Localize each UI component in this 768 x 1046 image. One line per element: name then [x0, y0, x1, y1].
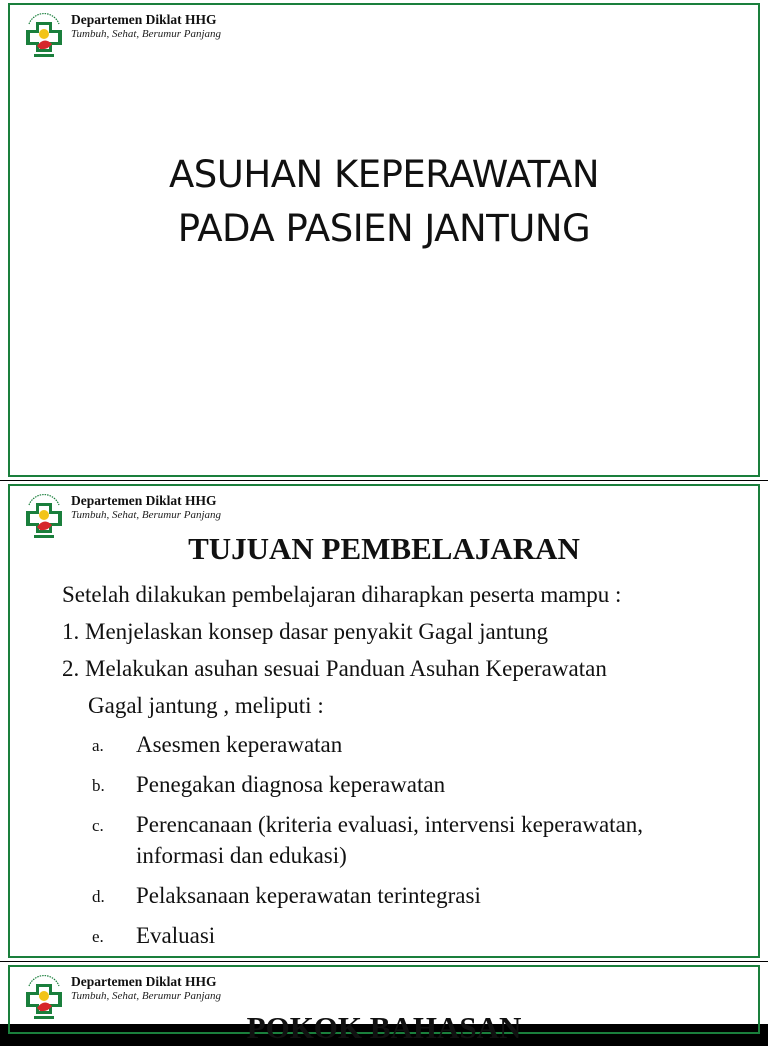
- slide-objectives: [0, 481, 768, 961]
- list-letter: a.: [92, 736, 104, 755]
- slide-heading: POKOK BAHASAN: [246, 1010, 522, 1045]
- slide-title: [0, 0, 768, 480]
- list-letter: d.: [92, 887, 105, 906]
- department-name: Departemen Diklat HHG: [71, 974, 217, 989]
- list-letter: e.: [92, 927, 104, 946]
- list-item-text: Asesmen keperawatan: [136, 732, 343, 757]
- list-item-text: Pelaksanaan keperawatan terintegrasi: [136, 883, 481, 908]
- list-item: [62, 809, 742, 871]
- list-item-text: Perencanaan (kriteria evaluasi, intervensi keperawatan,: [136, 812, 644, 837]
- list-item-text: Penegakan diagnosa keperawatan: [136, 772, 446, 797]
- department-name: Departemen Diklat HHG: [71, 493, 217, 508]
- presentation-title: [0, 148, 768, 256]
- list-item: [62, 729, 742, 760]
- objectives-content: [62, 581, 742, 960]
- list-letter: c.: [92, 816, 104, 835]
- intro-text: Setelah dilakukan pembelajaran diharapkan peserta mampu :: [62, 582, 622, 607]
- objective-item-2-continuation: Gagal jantung , meliputi :: [88, 693, 324, 718]
- list-letter: b.: [92, 776, 105, 795]
- list-item: [62, 769, 742, 800]
- title-line-2: PADA PASIEN JANTUNG: [177, 207, 591, 250]
- department-name: Departemen Diklat HHG: [71, 12, 217, 27]
- list-item-text-continued: informasi dan edukasi): [136, 843, 347, 868]
- tagline: Tumbuh, Sehat, Berumur Panjang: [71, 509, 222, 521]
- slide-heading: TUJUAN PEMBELAJARAN: [188, 531, 580, 566]
- tagline: Tumbuh, Sehat, Berumur Panjang: [71, 990, 222, 1002]
- list-item: [62, 920, 742, 951]
- slide-topics: [0, 962, 768, 1045]
- list-item-text: Evaluasi: [136, 923, 216, 948]
- list-item: [62, 880, 742, 911]
- tagline: Tumbuh, Sehat, Berumur Panjang: [71, 28, 222, 40]
- objective-item-1: 1. Menjelaskan konsep dasar penyakit Gagal jantung: [62, 619, 549, 644]
- title-line-1: ASUHAN KEPERAWATAN: [169, 153, 599, 196]
- hermina-logo-icon: [22, 10, 66, 60]
- objective-item-2: 2. Melakukan asuhan sesuai Panduan Asuhan Keperawatan: [62, 656, 607, 681]
